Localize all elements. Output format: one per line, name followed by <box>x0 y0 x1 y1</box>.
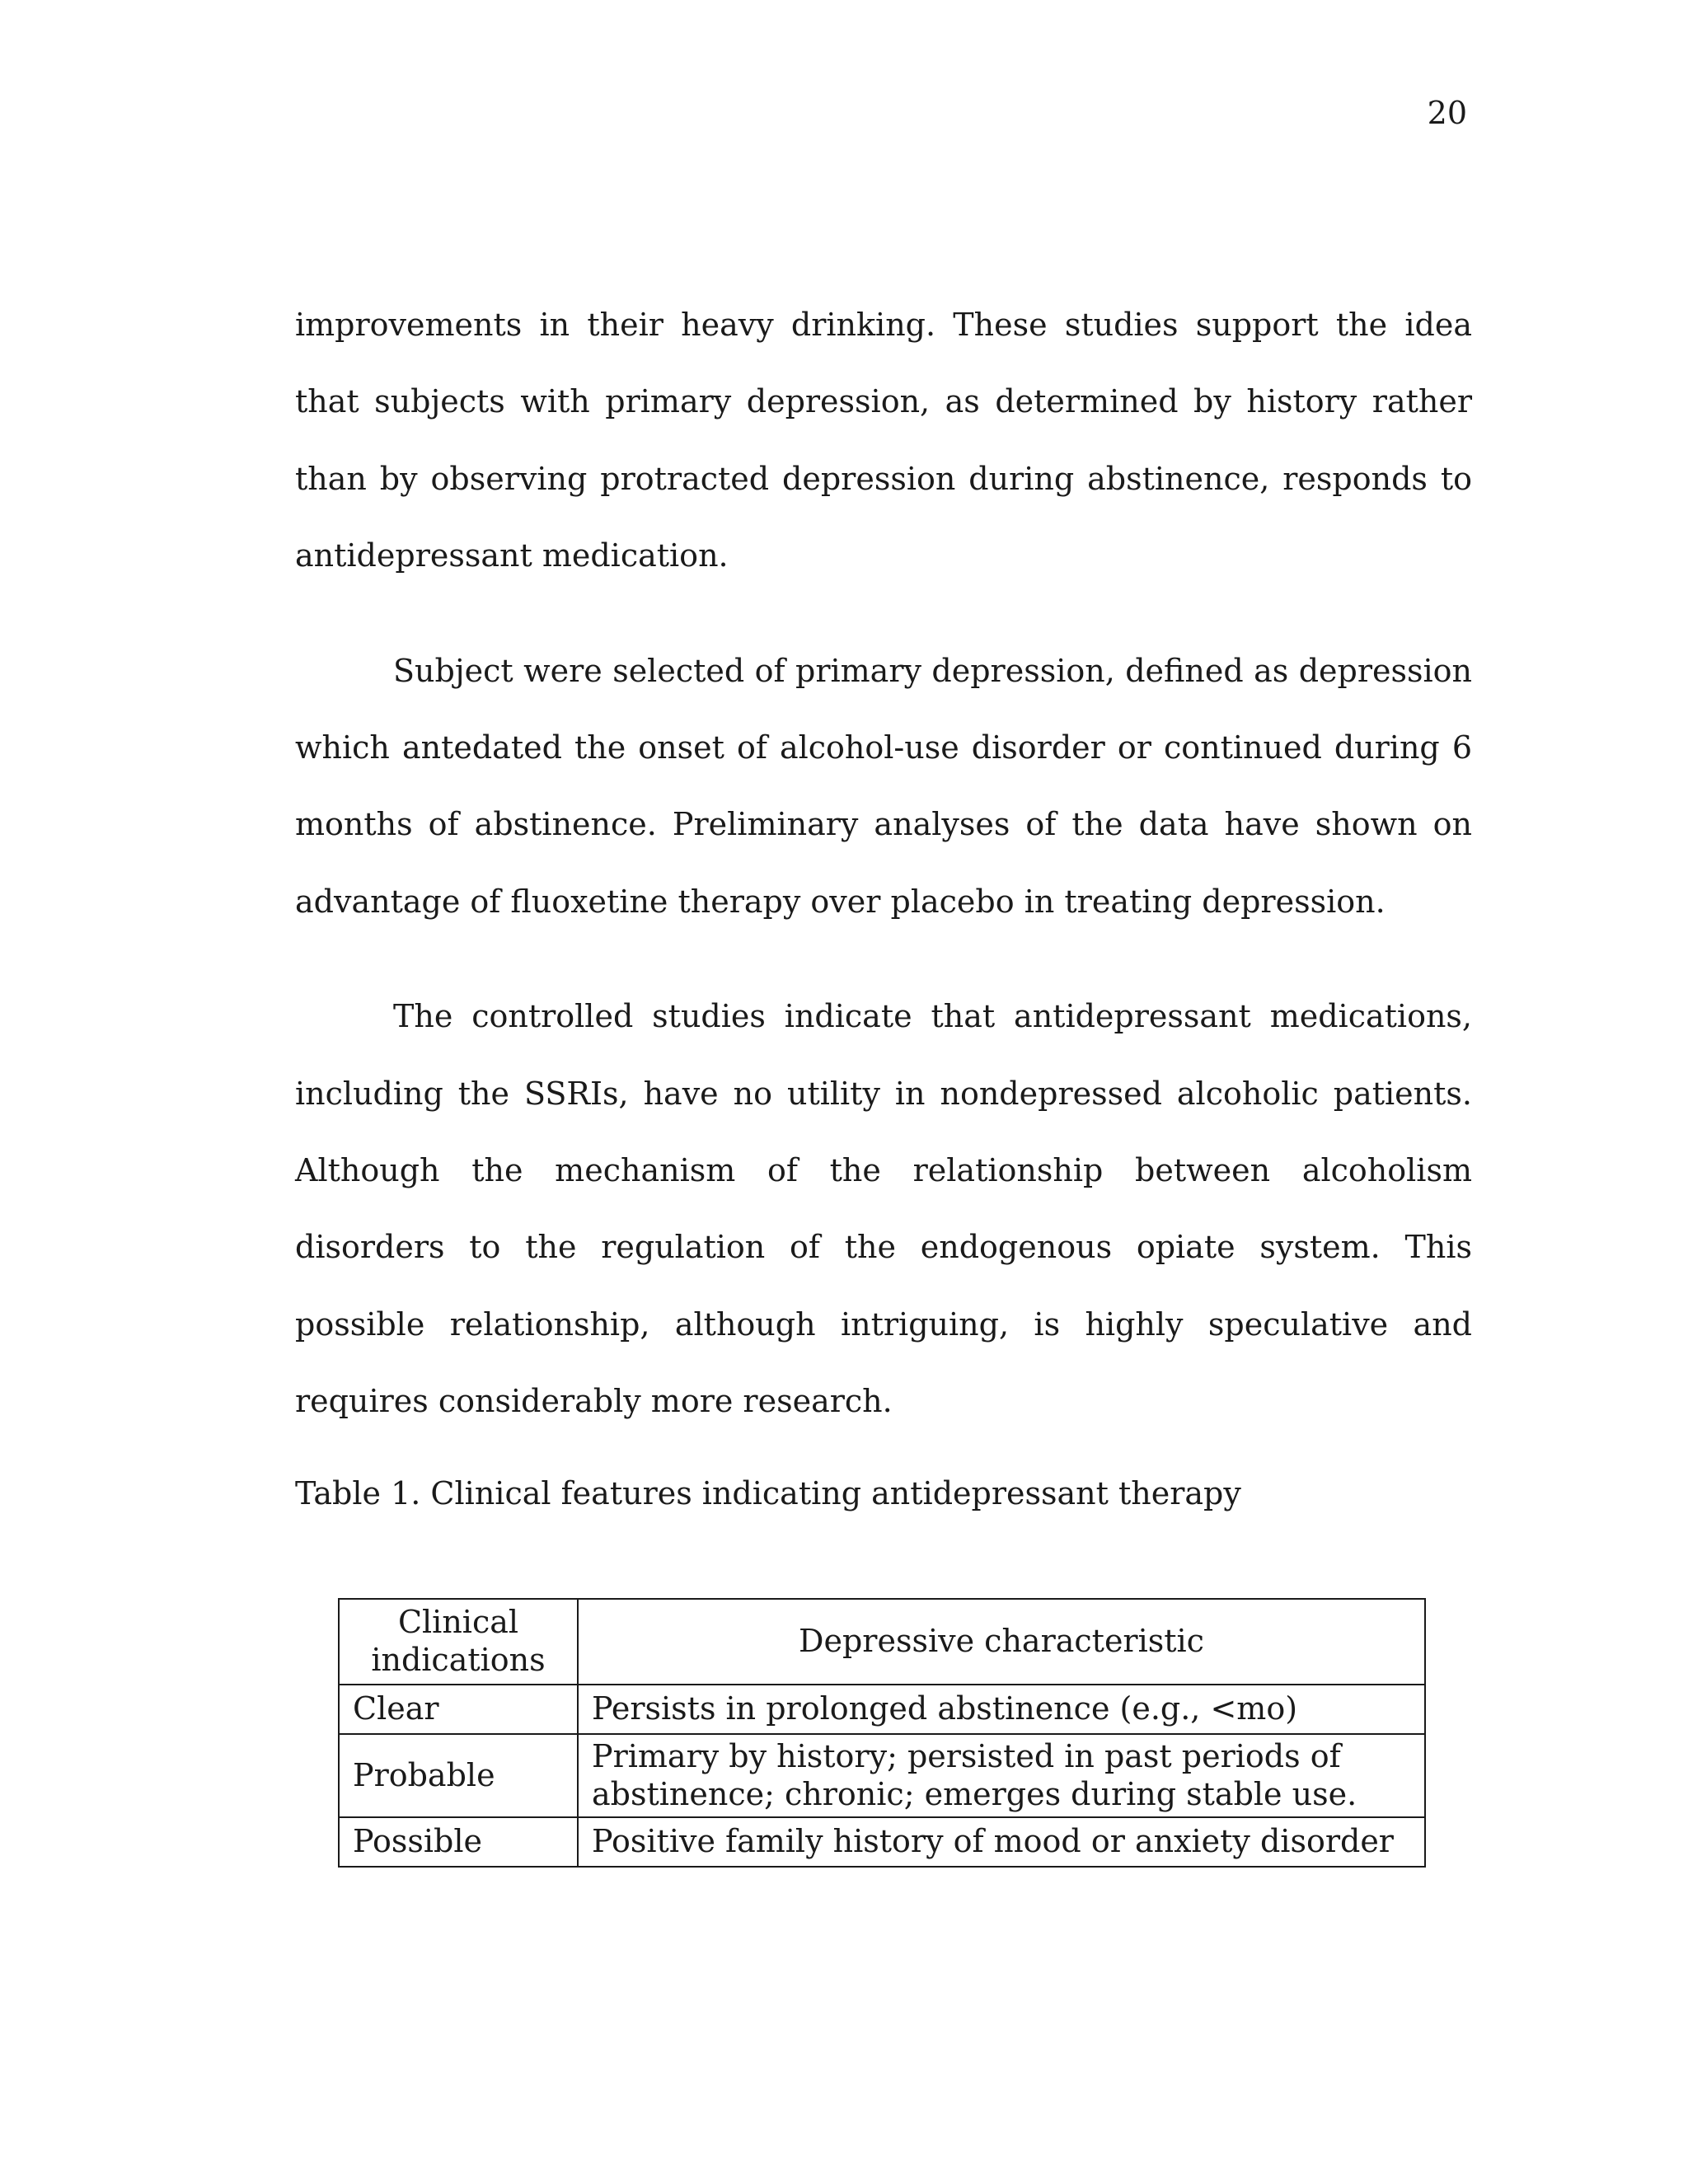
cell-indication: Probable <box>339 1734 578 1817</box>
clinical-features-table <box>338 1598 1426 1868</box>
page-number: 20 <box>1427 95 1467 131</box>
cell-characteristic: Persists in prolonged abstinence (e.g., <mo) <box>578 1685 1425 1734</box>
table-row <box>339 1817 1425 1867</box>
header-clinical-indications: Clinical indications <box>339 1599 578 1685</box>
cell-characteristic: Primary by history; persisted in past periods of abstinence; chronic; emerges during stable use. <box>578 1734 1425 1817</box>
table-row <box>339 1734 1425 1817</box>
cell-characteristic: Positive family history of mood or anxiety disorder <box>578 1817 1425 1867</box>
table-header-row <box>339 1599 1425 1685</box>
paragraph: improvements in their heavy drinking. These studies support the idea that subjects with primary depression, as determined by history rather than by observing protracted depression during abstinence, responds to antidepressant medication. <box>295 307 1472 574</box>
header-depressive-characteristic: Depressive characteristic <box>578 1599 1425 1685</box>
table-caption: Table 1. Clinical features indicating antidepressant therapy <box>295 1475 1241 1511</box>
paragraph: Subject were selected of primary depression, defined as depression which antedated the onset of alcohol-use disorder or continued during 6 months of abstinence. Preliminary analyses of the data have shown on advantage of fluoxetine therapy over placebo in treating depression. <box>295 652 1472 920</box>
cell-indication: Clear <box>339 1685 578 1734</box>
cell-indication: Possible <box>339 1817 578 1867</box>
paragraph: The controlled studies indicate that antidepressant medications, including the SSRIs, have no utility in nondepressed alcoholic patients. Although the mechanism of the relationship between alcoholism disorders to the regulation of the endogenous opiate system. This possible relationship, although intriguing, is highly speculative and requires considerably more research. <box>295 998 1472 1420</box>
body-text <box>295 287 1472 1441</box>
table-row <box>339 1685 1425 1734</box>
